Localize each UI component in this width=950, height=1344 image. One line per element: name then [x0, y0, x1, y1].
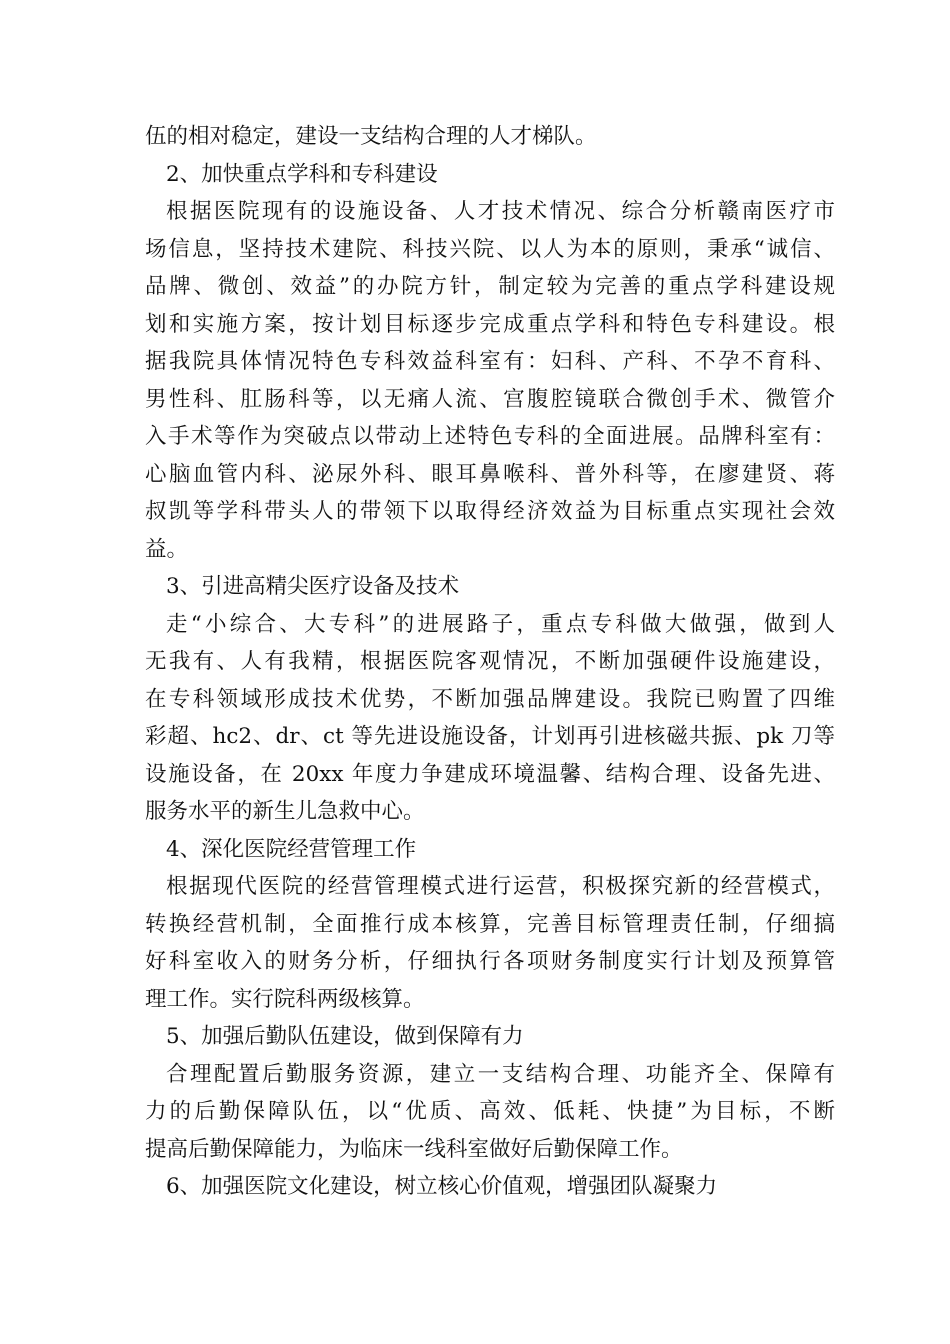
document-body	[145, 118, 835, 1206]
paragraph-line: 伍的相对稳定，建设一支结构合理的人才梯队。	[145, 124, 597, 149]
paragraph-line: 根据医院现有的设施设备、人才技术情况、综合分析赣南医疗市	[166, 199, 835, 224]
paragraph-line: 彩超、hc2、dr、ct 等先进设施设备，计划再引进核磁共振、pk 刀等	[145, 724, 835, 749]
paragraph-line: 入手术等作为突破点以带动上述特色专科的全面进展。品牌科室有：	[145, 424, 835, 449]
paragraph-line: 男性科、肛肠科等，以无痛人流、宫腹腔镜联合微创手术、微管介	[145, 386, 835, 412]
paragraph-line: 叔凯等学科带头人的带领下以取得经济效益为目标重点实现社会效	[145, 499, 835, 524]
paragraph-line: 力的后勤保障队伍，以“优质、高效、低耗、快捷”为目标，不断	[145, 1099, 835, 1124]
paragraph-line: 在专科领域形成技术优势，不断加强品牌建设。我院已购置了四维	[145, 686, 835, 712]
paragraph-line: 合理配置后勤服务资源，建立一支结构合理、功能齐全、保障有	[166, 1061, 835, 1087]
paragraph-line: 品牌、微创、效益”的办院方针，制定较为完善的重点学科建设规	[145, 274, 835, 299]
paragraph-line: 好科室收入的财务分析，仔细执行各项财务制度实行计划及预算管	[145, 949, 835, 974]
paragraph-line: 益。	[145, 536, 189, 562]
section-heading: 4、深化医院经营管理工作	[166, 836, 417, 862]
paragraph-line: 场信息，坚持技术建院、科技兴院、以人为本的原则，秉承“诚信、	[145, 236, 835, 262]
section-heading: 6、加强医院文化建设，树立核心价值观，增强团队凝聚力	[166, 1174, 718, 1199]
section-heading: 5、加强后勤队伍建设，做到保障有力	[166, 1024, 524, 1049]
paragraph-line: 转换经营机制，全面推行成本核算，完善目标管理责任制，仔细搞	[145, 911, 835, 937]
paragraph-line: 服务水平的新生儿急救中心。	[145, 799, 425, 824]
paragraph-line: 根据现代医院的经营管理模式进行运营，积极探究新的经营模式，	[166, 874, 835, 899]
paragraph-line: 设施设备，在 20xx 年度力争建成环境温馨、结构合理、设备先进、	[145, 761, 835, 787]
section-heading: 3、引进高精尖医疗设备及技术	[166, 574, 460, 599]
paragraph-line: 走“小综合、大专科”的进展路子，重点专科做大做强，做到人	[166, 611, 835, 637]
paragraph-line: 无我有、人有我精，根据医院客观情况，不断加强硬件设施建设，	[145, 649, 835, 674]
paragraph-line: 提高后勤保障能力，为临床一线科室做好后勤保障工作。	[145, 1136, 683, 1162]
paragraph-line: 据我院具体情况特色专科效益科室有：妇科、产科、不孕不育科、	[145, 349, 835, 374]
paragraph-line: 理工作。实行院科两级核算。	[145, 986, 425, 1012]
section-heading: 2、加快重点学科和专科建设	[166, 161, 438, 187]
paragraph-line: 划和实施方案，按计划目标逐步完成重点学科和特色专科建设。根	[145, 311, 835, 337]
paragraph-line: 心脑血管内科、泌尿外科、眼耳鼻喉科、普外科等，在廖建贤、蒋	[145, 461, 835, 487]
